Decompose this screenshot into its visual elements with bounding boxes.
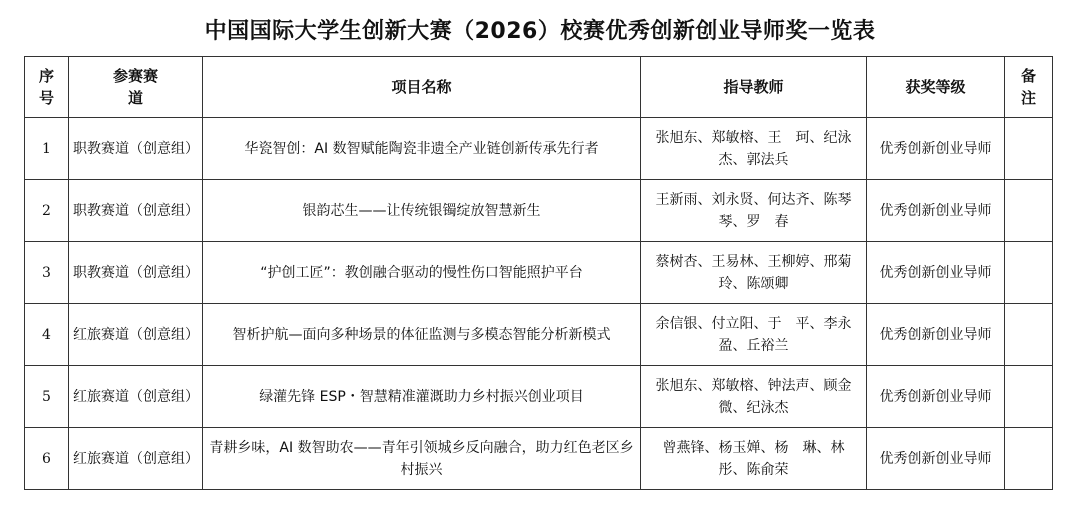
cell-index: 6 bbox=[25, 428, 69, 490]
cell-index: 4 bbox=[25, 304, 69, 366]
cell-project: “护创工匠”：教创融合驱动的慢性伤口智能照护平台 bbox=[203, 242, 641, 304]
page-title: 中国国际大学生创新大赛（2026）校赛优秀创新创业导师奖一览表 bbox=[204, 19, 876, 44]
cell-level: 优秀创新创业导师 bbox=[867, 366, 1005, 428]
cell-level: 优秀创新创业导师 bbox=[867, 428, 1005, 490]
table-row bbox=[25, 428, 1053, 490]
cell-track: 职教赛道（创意组） bbox=[69, 118, 203, 180]
cell-remark bbox=[1005, 304, 1053, 366]
cell-index: 3 bbox=[25, 242, 69, 304]
cell-remark bbox=[1005, 242, 1053, 304]
header-track: 参赛赛道 bbox=[69, 57, 203, 118]
cell-teachers: 王新雨、刘永贤、何达齐、陈琴琴、罗 春 bbox=[641, 180, 867, 242]
cell-remark bbox=[1005, 428, 1053, 490]
header-level: 获奖等级 bbox=[867, 57, 1005, 118]
cell-project: 银韵芯生——让传统银镯绽放智慧新生 bbox=[203, 180, 641, 242]
cell-remark bbox=[1005, 180, 1053, 242]
cell-index: 1 bbox=[25, 118, 69, 180]
cell-remark bbox=[1005, 366, 1053, 428]
cell-project: 绿灌先锋 ESP・智慧精准灌溉助力乡村振兴创业项目 bbox=[203, 366, 641, 428]
cell-teachers: 曾燕锋、杨玉婵、杨 琳、林 彤、陈俞荣 bbox=[641, 428, 867, 490]
cell-project: 智析护航—面向多种场景的体征监测与多模态智能分析新模式 bbox=[203, 304, 641, 366]
table-header-row bbox=[25, 57, 1053, 118]
cell-track: 职教赛道（创意组） bbox=[69, 242, 203, 304]
cell-level: 优秀创新创业导师 bbox=[867, 242, 1005, 304]
cell-teachers: 张旭东、郑敏榕、王 珂、纪泳杰、郭法兵 bbox=[641, 118, 867, 180]
cell-track: 红旅赛道（创意组） bbox=[69, 304, 203, 366]
cell-track: 红旅赛道（创意组） bbox=[69, 428, 203, 490]
table-row bbox=[25, 180, 1053, 242]
cell-project: 青耕乡味，AI 数智助农——青年引领城乡反向融合，助力红色老区乡村振兴 bbox=[203, 428, 641, 490]
cell-track: 职教赛道（创意组） bbox=[69, 180, 203, 242]
cell-index: 5 bbox=[25, 366, 69, 428]
table-row bbox=[25, 366, 1053, 428]
awards-table bbox=[24, 56, 1053, 490]
cell-level: 优秀创新创业导师 bbox=[867, 304, 1005, 366]
cell-track: 红旅赛道（创意组） bbox=[69, 366, 203, 428]
cell-index: 2 bbox=[25, 180, 69, 242]
header-project: 项目名称 bbox=[203, 57, 641, 118]
header-remark: 备注 bbox=[1005, 57, 1053, 118]
cell-project: 华瓷智创：AI 数智赋能陶瓷非遗全产业链创新传承先行者 bbox=[203, 118, 641, 180]
table-row bbox=[25, 304, 1053, 366]
cell-level: 优秀创新创业导师 bbox=[867, 118, 1005, 180]
table-row bbox=[25, 242, 1053, 304]
cell-level: 优秀创新创业导师 bbox=[867, 180, 1005, 242]
cell-teachers: 张旭东、郑敏榕、钟法声、顾金微、纪泳杰 bbox=[641, 366, 867, 428]
cell-teachers: 蔡树杏、王易林、王柳婷、邢菊玲、陈颂卿 bbox=[641, 242, 867, 304]
header-teachers: 指导教师 bbox=[641, 57, 867, 118]
table-row bbox=[25, 118, 1053, 180]
cell-teachers: 余信银、付立阳、于 平、李永盈、丘裕兰 bbox=[641, 304, 867, 366]
cell-remark bbox=[1005, 118, 1053, 180]
header-index: 序号 bbox=[25, 57, 69, 118]
